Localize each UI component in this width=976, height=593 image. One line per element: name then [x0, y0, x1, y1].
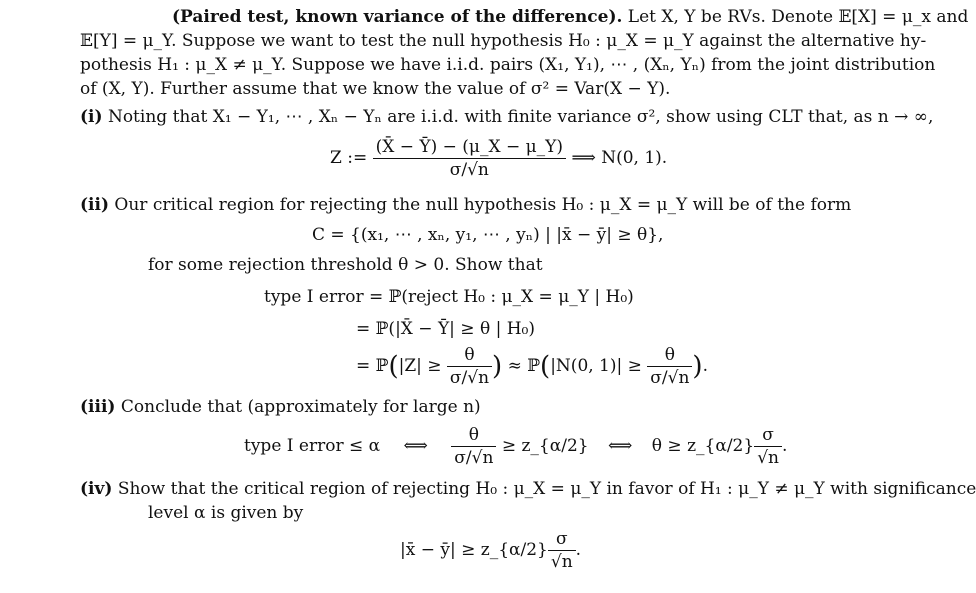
theta-numerator-3: θ [451, 424, 496, 447]
problem-title: (Paired test, known variance of the difference). [172, 7, 623, 27]
right-paren-2: ) [692, 351, 703, 382]
sigma-numerator-1: σ [754, 424, 782, 447]
part-iii-text: Conclude that (approximately for large n) [115, 397, 481, 417]
part-i-line [80, 106, 933, 128]
part-iii-label: (iii) [80, 397, 116, 417]
critical-region-equation: C = {(x₁, ⋯ , xₙ, y₁, ⋯ , yₙ) | |x̄ − ȳ| ≥ θ}, [312, 225, 664, 245]
type-i-row-1 [264, 286, 634, 308]
prob-symbol-1: = ℙ [356, 356, 389, 376]
intro-line-4: of (X, Y). Further assume that we know the value of σ² = Var(X − Y). [80, 79, 671, 99]
type-i-row-3 [356, 344, 708, 389]
part-iv-label: (iv) [80, 479, 113, 499]
sigma-numerator-2: σ [548, 528, 576, 551]
part-iv-equation [400, 528, 581, 573]
theta-over-sigma-1 [447, 344, 492, 389]
ge-z-alpha-1: ≥ z_{α/2} [501, 436, 589, 456]
part-i-text: Noting that X₁ − Y₁, ⋯ , Xₙ − Yₙ are i.i.d. with finite variance σ², show using CLT that, as n → ∞, [102, 107, 934, 127]
part-ii-text: Our critical region for rejecting the null hypothesis H₀ : μ_X = μ_Y will be of the form [109, 195, 852, 215]
threshold-line: for some rejection threshold θ > 0. Show that [148, 255, 543, 275]
z-denominator: σ/√n [449, 160, 489, 180]
part-i-equation [330, 136, 667, 181]
intro-line-3: pothesis H₁ : μ_X ≠ μ_Y. Suppose we have i.i.d. pairs (X₁, Y₁), ⋯ , (Xₙ, Yₙ) from the joint distribution [80, 55, 936, 75]
sigma-over-root-n-1 [754, 424, 782, 469]
part-iii-period: . [781, 436, 788, 456]
z-definition-lhs: Z := [330, 148, 368, 168]
approx-prob: ≈ ℙ [507, 356, 541, 376]
theta-numerator-1: θ [447, 344, 492, 367]
sigma-over-root-n-2 [548, 528, 576, 573]
left-paren-1: ( [388, 351, 399, 382]
type-i-lhs: type I error [264, 287, 364, 307]
theta-ge-z: θ ≥ z_{α/2} [651, 436, 755, 456]
mean-diff-ge-z: |x̄ − ȳ| ≥ z_{α/2} [400, 540, 548, 560]
z-numerator: (X̄ − Ȳ) − (μ_X − μ_Y) [373, 136, 566, 159]
part-ii-label: (ii) [80, 195, 110, 215]
sigma-denominator-1: σ/√n [449, 368, 490, 388]
theta-over-sigma-3 [451, 424, 496, 469]
type-i-bound: type I error ≤ α [244, 436, 381, 456]
part-iv-line [80, 478, 976, 500]
theta-numerator-2: θ [647, 344, 692, 367]
left-paren-2: ( [540, 351, 551, 382]
theta-over-sigma-2 [647, 344, 692, 389]
sigma-denominator-3: σ/√n [454, 448, 494, 468]
root-n-denominator-2: √n [550, 552, 573, 572]
z-limit: ⟹ N(0, 1). [571, 148, 668, 168]
abs-z-ge: |Z| ≥ [398, 356, 442, 376]
part-iii-equation [244, 424, 787, 469]
part-iv-line-2: level α is given by [148, 503, 304, 523]
sigma-denominator-2: σ/√n [650, 368, 690, 388]
type-i-rhs-1: = ℙ(reject H₀ : μ_X = μ_Y | H₀) [368, 287, 634, 307]
iff-arrow-2: ⟺ [608, 436, 633, 456]
part-iii-line [80, 396, 481, 418]
right-paren-1: ) [492, 351, 503, 382]
type-i-row-2: = ℙ(|X̄ − Ȳ| ≥ θ | H₀) [356, 319, 535, 339]
part-ii-line [80, 194, 851, 216]
intro-line-1 [172, 6, 968, 28]
part-iv-period: . [575, 540, 582, 560]
intro-text-1: Let X, Y be RVs. Denote 𝔼[X] = μ_x and [622, 7, 969, 27]
part-iv-text: Show that the critical region of rejecting H₀ : μ_X = μ_Y in favor of H₁ : μ_Y ≠ μ_Y with significance [112, 479, 976, 499]
intro-line-2: 𝔼[Y] = μ_Y. Suppose we want to test the null hypothesis H₀ : μ_X = μ_Y against the alternative hy- [80, 31, 927, 51]
row3-period: . [702, 356, 708, 376]
z-fraction [373, 136, 566, 181]
abs-normal-ge: |N(0, 1)| ≥ [550, 356, 642, 376]
iff-arrow-1: ⟺ [403, 436, 428, 456]
root-n-denominator-1: √n [757, 448, 779, 468]
part-i-label: (i) [80, 107, 103, 127]
